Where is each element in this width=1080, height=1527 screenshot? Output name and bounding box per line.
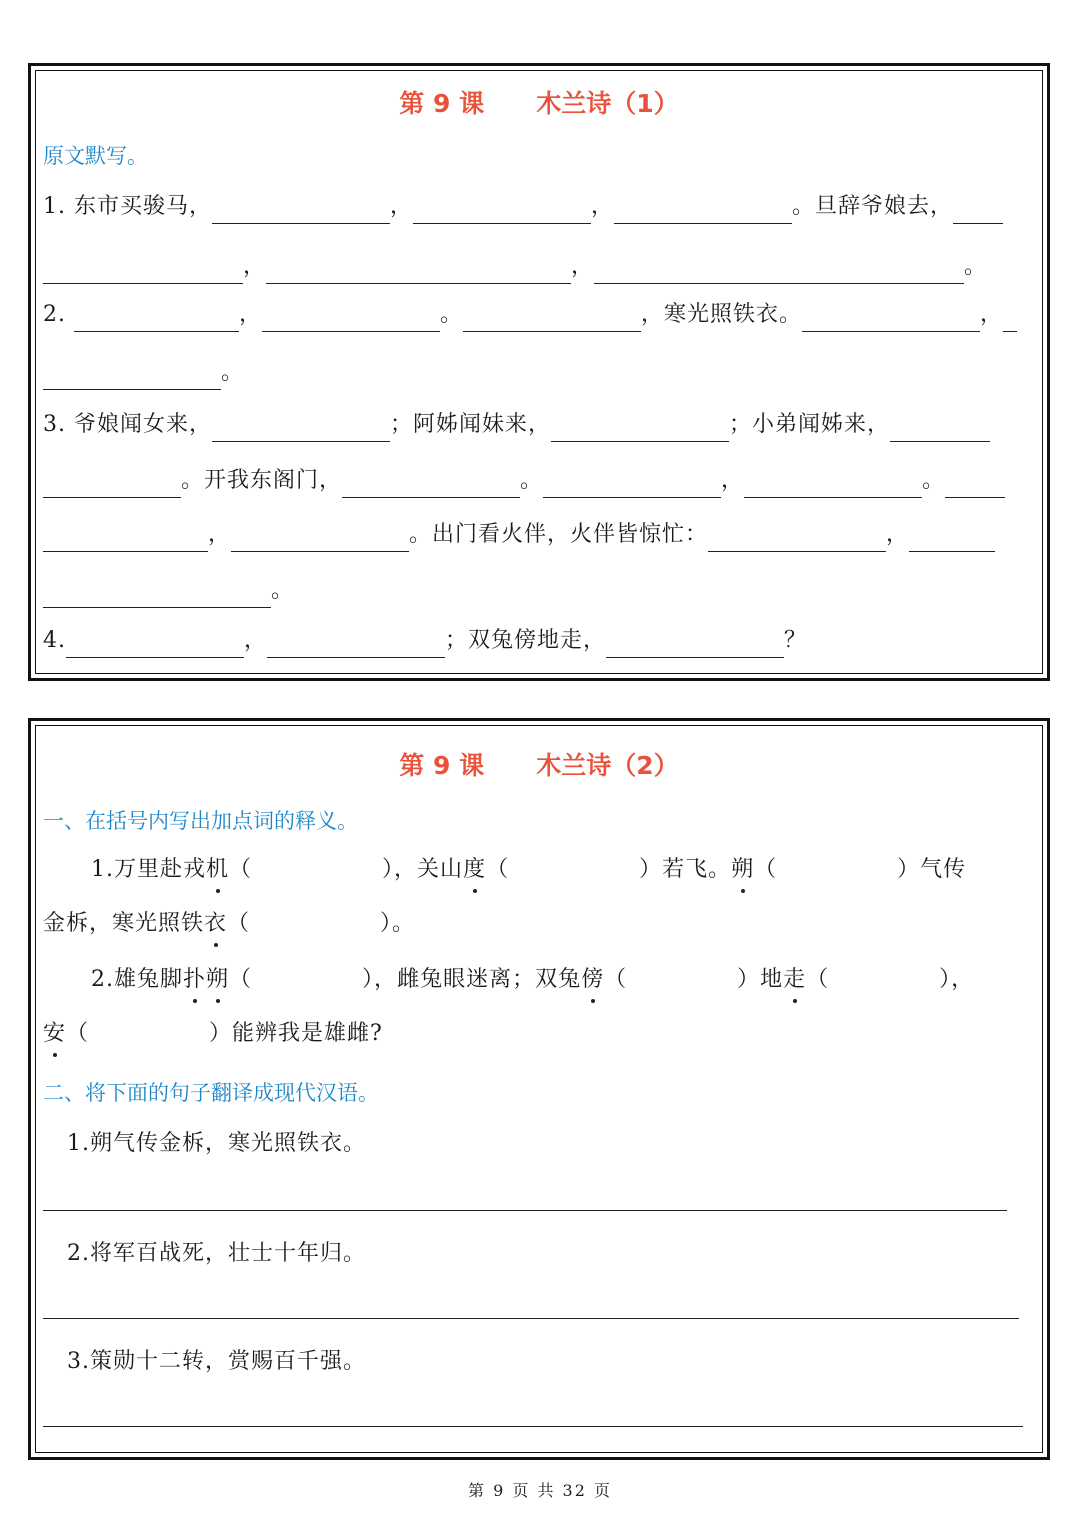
translate-q1: 1.朔气传金柝，寒光照铁衣。 <box>67 1131 366 1156</box>
blank[interactable] <box>463 305 641 332</box>
answer-line-3[interactable] <box>43 1426 1023 1427</box>
blank[interactable] <box>231 525 409 552</box>
question-3-line-2: 。开我东阁门， 。 ， 。 <box>43 464 1035 498</box>
page-footer: 第 9 页 共 32 页 <box>468 1481 612 1500</box>
question-3-line-4: 。 <box>43 574 1035 608</box>
blank[interactable] <box>212 197 390 224</box>
blank[interactable] <box>802 305 980 332</box>
meaning-q2-line-2: 安（ ）能辨我是雄雌? <box>43 1017 1035 1051</box>
answer-line-2[interactable] <box>43 1318 1019 1319</box>
blank[interactable] <box>413 197 591 224</box>
blank[interactable] <box>66 631 244 658</box>
lesson-title-2: 第 9 课 木兰诗（2） <box>399 751 679 780</box>
blank[interactable] <box>212 415 390 442</box>
blank[interactable] <box>266 257 571 284</box>
blank[interactable] <box>614 197 792 224</box>
blank[interactable] <box>1003 305 1017 332</box>
meaning-q2-line-1: 2.雄兔脚扑朔（ ），雌兔眼迷离；双兔傍（ ）地走（ ）， <box>91 963 1035 997</box>
answer-line-1[interactable] <box>43 1210 1007 1211</box>
dotted-word: 衣 <box>204 907 227 941</box>
blank[interactable] <box>43 525 208 552</box>
blank[interactable] <box>909 525 995 552</box>
blank[interactable] <box>43 257 243 284</box>
blank[interactable] <box>43 581 271 608</box>
blank[interactable] <box>43 471 181 498</box>
blank[interactable] <box>708 525 886 552</box>
blank[interactable] <box>945 471 1005 498</box>
section-heading-meanings: 一、在括号内写出加点词的释义。 <box>43 809 358 833</box>
lesson-title-1: 第 9 课 木兰诗（1） <box>399 89 679 118</box>
question-2-line-2: 。 <box>43 356 1035 390</box>
section-heading-translate: 二、将下面的句子翻译成现代汉语。 <box>43 1081 379 1105</box>
blank[interactable] <box>890 415 990 442</box>
question-2-line-1: 2. ， 。 ，寒光照铁衣。 ， <box>43 298 1035 332</box>
exercise-box-1 <box>28 63 1050 681</box>
blank[interactable] <box>543 471 721 498</box>
section-heading-dictation: 原文默写。 <box>43 144 148 168</box>
blank[interactable] <box>74 305 239 332</box>
question-3-line-3: ， 。出门看火伴，火伴皆惊忙： ， <box>43 518 1035 552</box>
dotted-word: 安 <box>43 1017 66 1051</box>
dotted-word: 度 <box>463 853 486 887</box>
blank[interactable] <box>953 197 1003 224</box>
question-3-line-1: 3. 爷娘闻女来， ；阿姊闻妹来， ；小弟闻姊来， <box>43 408 1035 442</box>
meaning-q1-line-1: 1.万里赴戎机（ ），关山度（ ）若飞。朔（ ）气传 <box>91 853 1035 887</box>
exercise-box-2 <box>28 718 1050 1460</box>
blank[interactable] <box>267 631 445 658</box>
blank[interactable] <box>342 471 520 498</box>
dotted-word: 走 <box>783 963 806 997</box>
meaning-q1-line-2: 金柝，寒光照铁衣（ ）。 <box>43 907 1035 941</box>
dotted-word: 扑 <box>183 963 206 997</box>
translate-q3: 3.策勋十二转，赏赐百千强。 <box>67 1349 366 1374</box>
dotted-word: 傍 <box>581 963 604 997</box>
dotted-word: 朔 <box>731 853 754 887</box>
question-4: 4. ， ；双兔傍地走， ？ <box>43 624 1035 658</box>
question-1-line-2: ， ， 。 <box>43 250 1035 284</box>
translate-q2: 2.将军百战死，壮士十年归。 <box>67 1241 366 1266</box>
blank[interactable] <box>551 415 729 442</box>
blank[interactable] <box>262 305 440 332</box>
blank[interactable] <box>594 257 964 284</box>
blank[interactable] <box>744 471 922 498</box>
dotted-word: 朔 <box>206 963 229 997</box>
blank[interactable] <box>606 631 784 658</box>
blank[interactable] <box>43 363 221 390</box>
dotted-word: 机 <box>206 853 229 887</box>
question-1-line-1: 1. 东市买骏马， ， ， 。旦辞爷娘去， <box>43 190 1035 224</box>
